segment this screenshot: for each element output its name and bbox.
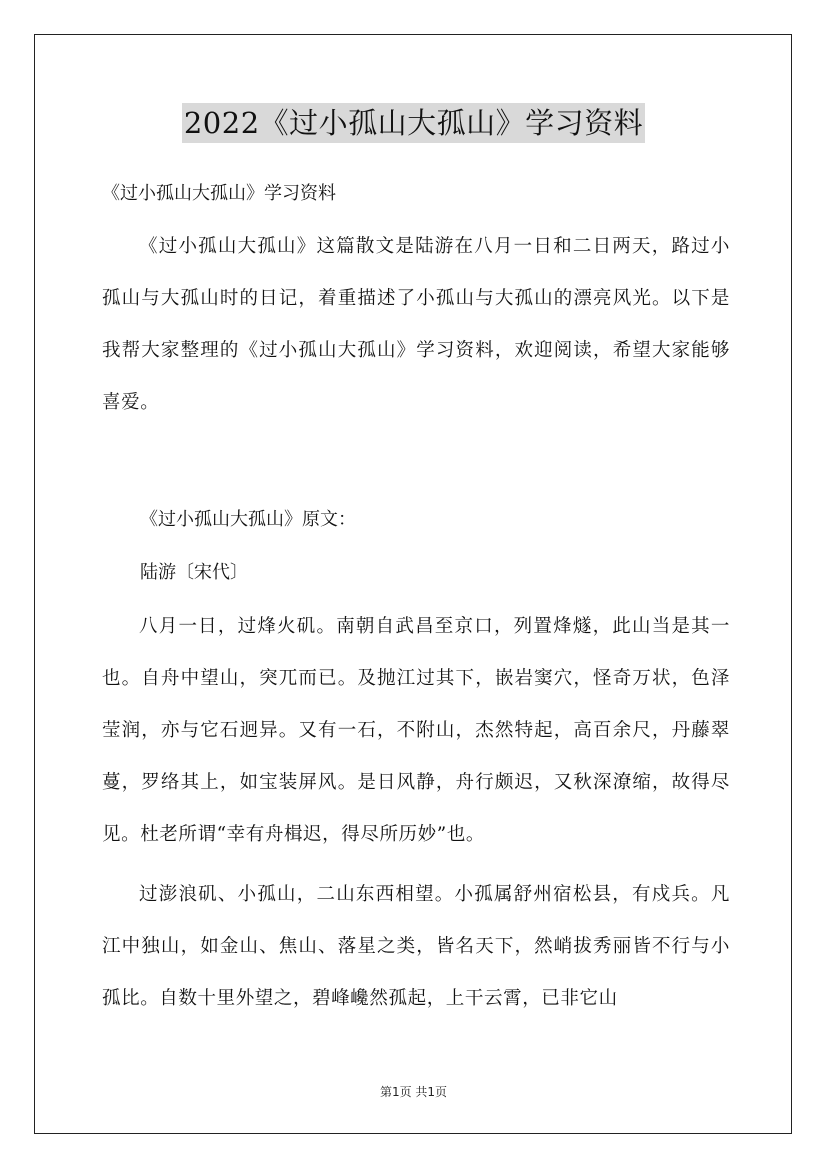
original-heading: 《过小孤山大孤山》原文：	[140, 509, 356, 530]
document-title	[0, 102, 827, 143]
author-line: 陆游〔宋代〕	[140, 562, 248, 583]
paragraph-1: 八月一日，过烽火矶。南朝自武昌至京口，列置烽燧，此山当是其一也。自舟中望山，突兀而已。及抛江过其下，嵌岩窦穴，怪奇万状，色泽莹润，亦与它石迥异。又有一石，不附山，杰然特起，高百余尺，丹藤翠蔓，罗络其上，如宝装屏风。是日风静，舟行颇迟，又秋深潦缩，故得尽见。杜老所谓“幸有舟楫迟，得尽所历妙”也。	[102, 616, 730, 845]
paragraph-2: 过澎浪矶、小孤山，二山东西相望。小孤属舒州宿松县，有戍兵。凡江中独山，如金山、焦山、落星之类，皆名天下，然峭拔秀丽皆不行与小孤比。自数十里外望之，碧峰巉然孤起，上干云霄，已非它山	[102, 884, 730, 1009]
intro-paragraph: 《过小孤山大孤山》这篇散文是陆游在八月一日和二日两天，路过小孤山与大孤山时的日记，着重描述了小孤山与大孤山的漂亮风光。以下是我帮大家整理的《过小孤山大孤山》学习资料，欢迎阅读，希望大家能够喜爱。	[102, 236, 730, 413]
document-title-text: 2022《过小孤山大孤山》学习资料	[182, 103, 645, 143]
page-footer: 第1页 共1页	[379, 1085, 448, 1099]
document-subtitle: 《过小孤山大孤山》学习资料	[102, 183, 336, 204]
